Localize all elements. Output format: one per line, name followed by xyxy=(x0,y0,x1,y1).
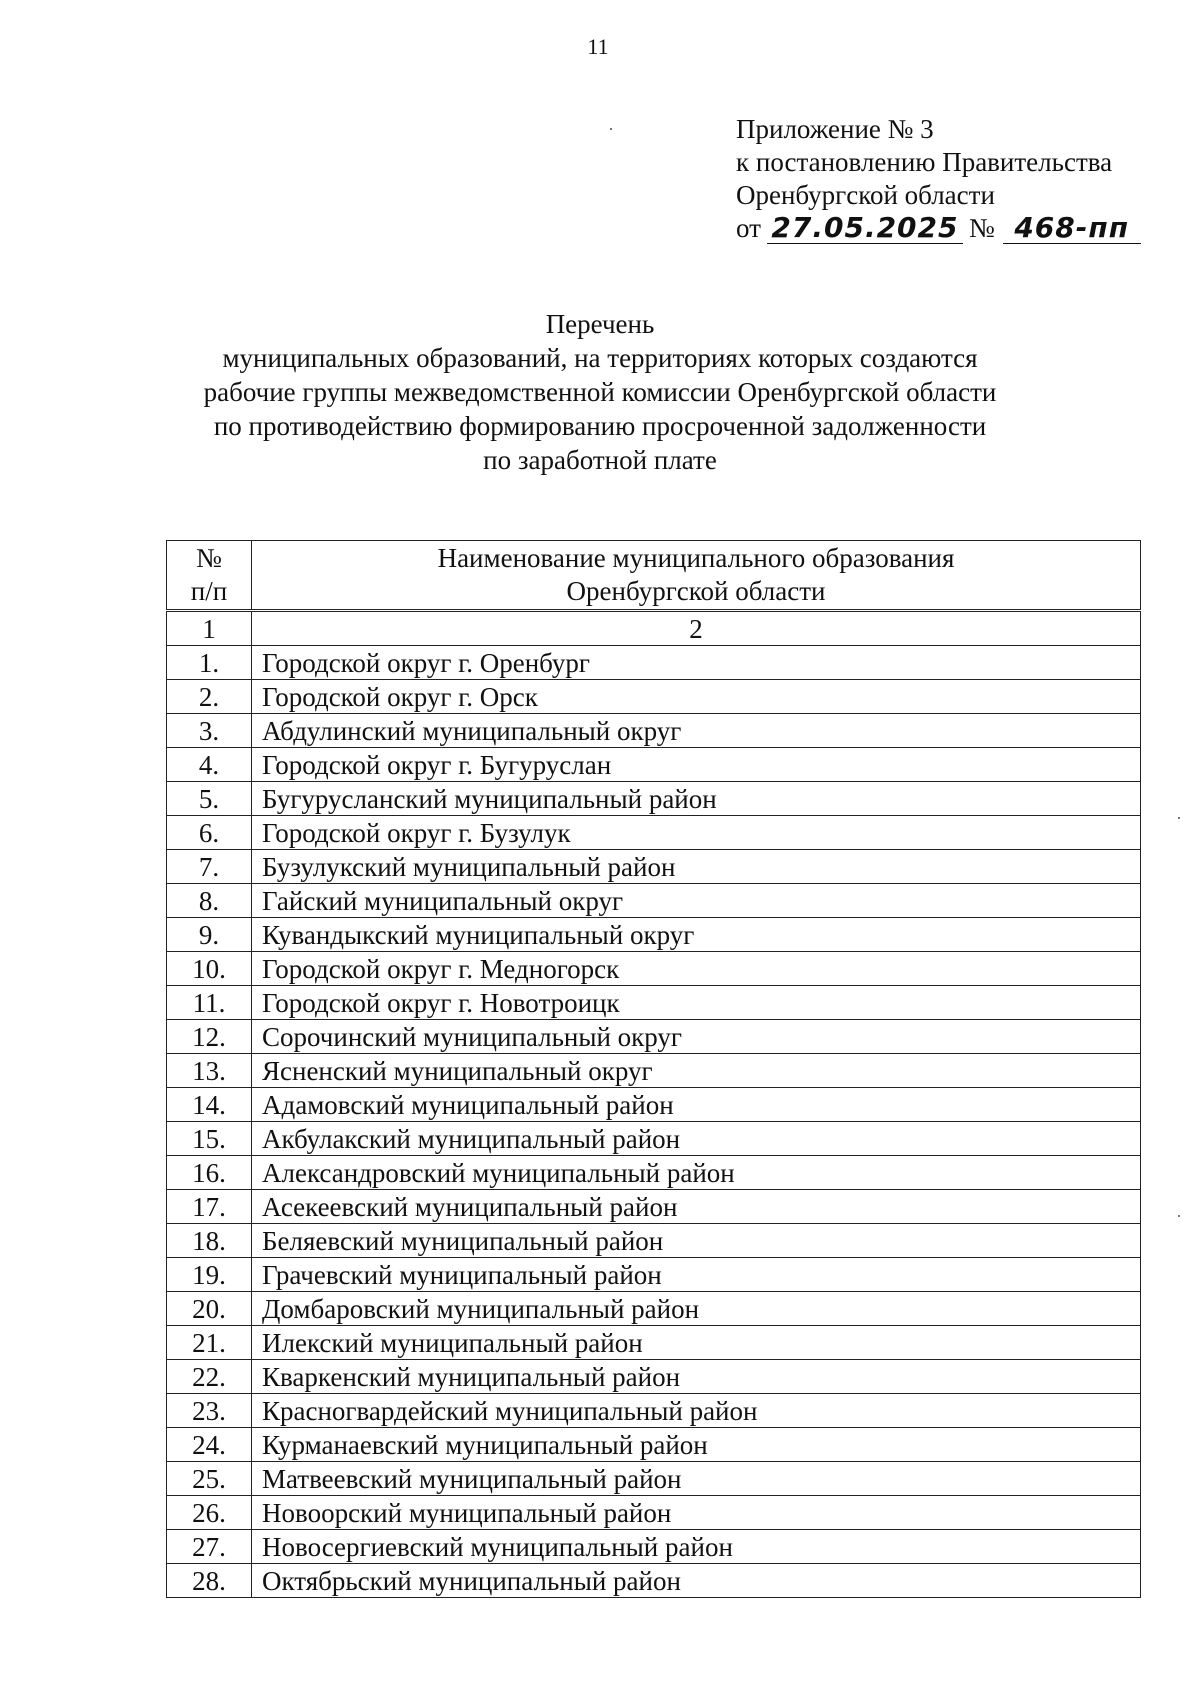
table-row xyxy=(167,1326,1141,1360)
document-title xyxy=(0,307,1200,477)
row-number: 28. xyxy=(167,1564,252,1598)
table-row xyxy=(167,1156,1141,1190)
table-row xyxy=(167,1462,1141,1496)
row-number: 19. xyxy=(167,1258,252,1292)
municipality-name: Новоорский муниципальный район xyxy=(252,1496,1141,1530)
municipality-name: Городской округ г. Орск xyxy=(252,680,1141,714)
table-row xyxy=(167,748,1141,782)
table-row xyxy=(167,714,1141,748)
municipality-name: Городской округ г. Оренбург xyxy=(252,646,1141,680)
row-number: 13. xyxy=(167,1054,252,1088)
municipality-name: Бугурусланский муниципальный район xyxy=(252,782,1141,816)
row-number: 3. xyxy=(167,714,252,748)
row-number: 5. xyxy=(167,782,252,816)
table-row xyxy=(167,952,1141,986)
municipality-name: Александровский муниципальный район xyxy=(252,1156,1141,1190)
title-line-4: по противодействию формированию просроченной задолженности xyxy=(213,411,987,441)
title-line-5: по заработной плате xyxy=(483,445,717,475)
table-row xyxy=(167,1394,1141,1428)
appendix-resolution: к постановлению Правительства xyxy=(736,147,1113,177)
municipality-name: Городской округ г. Новотроицк xyxy=(252,986,1141,1020)
row-number: 15. xyxy=(167,1122,252,1156)
table-row xyxy=(167,1224,1141,1258)
municipality-name: Сорочинский муниципальный округ xyxy=(252,1020,1141,1054)
appendix-block xyxy=(736,113,1141,245)
table-row xyxy=(167,1258,1141,1292)
row-number: 12. xyxy=(167,1020,252,1054)
table-row xyxy=(167,1530,1141,1564)
table-row xyxy=(167,816,1141,850)
column-number: 1 xyxy=(167,611,252,646)
header-name xyxy=(252,541,1141,611)
municipalities-table xyxy=(166,540,1141,1598)
table-body xyxy=(167,646,1141,1598)
table-row xyxy=(167,1122,1141,1156)
municipality-name: Городской округ г. Бугуруслан xyxy=(252,748,1141,782)
handwritten-number: 468-пп xyxy=(1003,213,1141,244)
row-number: 6. xyxy=(167,816,252,850)
table-row xyxy=(167,1360,1141,1394)
municipality-name: Красногвардейский муниципальный район xyxy=(252,1394,1141,1428)
row-number: 1. xyxy=(167,646,252,680)
header-num xyxy=(167,541,252,611)
municipality-name: Домбаровский муниципальный район xyxy=(252,1292,1141,1326)
table-row xyxy=(167,782,1141,816)
municipality-name: Кувандыкский муниципальный округ xyxy=(252,918,1141,952)
table-header-row xyxy=(167,541,1141,611)
row-number: 23. xyxy=(167,1394,252,1428)
table-row xyxy=(167,986,1141,1020)
table-row xyxy=(167,1428,1141,1462)
table-row xyxy=(167,1496,1141,1530)
row-number: 8. xyxy=(167,884,252,918)
municipality-name: Октябрьский муниципальный район xyxy=(252,1564,1141,1598)
municipality-name: Беляевский муниципальный район xyxy=(252,1224,1141,1258)
municipality-name: Ясненский муниципальный округ xyxy=(252,1054,1141,1088)
municipality-name: Кваркенский муниципальный район xyxy=(252,1360,1141,1394)
row-number: 14. xyxy=(167,1088,252,1122)
municipality-name: Городской округ г. Медногорск xyxy=(252,952,1141,986)
table-row xyxy=(167,918,1141,952)
table-row xyxy=(167,1054,1141,1088)
table-row xyxy=(167,850,1141,884)
row-number: 7. xyxy=(167,850,252,884)
row-number: 16. xyxy=(167,1156,252,1190)
table-row xyxy=(167,1088,1141,1122)
header-num-abbr: п/п xyxy=(190,576,228,606)
header-name-line-2: Оренбургской области xyxy=(566,576,826,606)
appendix-date-line xyxy=(736,212,1141,245)
table-row xyxy=(167,1190,1141,1224)
municipality-name: Акбулакский муниципальный район xyxy=(252,1122,1141,1156)
municipality-name: Новосергиевский муниципальный район xyxy=(252,1530,1141,1564)
table-row xyxy=(167,884,1141,918)
title-line-2: муниципальных образований, на территориях которых создаются xyxy=(222,343,978,373)
row-number: 22. xyxy=(167,1360,252,1394)
row-number: 4. xyxy=(167,748,252,782)
scan-speck xyxy=(1178,1215,1180,1217)
title-line-1: Перечень xyxy=(545,309,655,339)
row-number: 18. xyxy=(167,1224,252,1258)
appendix-title: Приложение № 3 xyxy=(736,114,934,144)
scan-speck xyxy=(610,128,612,130)
header-num-symbol: № xyxy=(196,543,222,573)
table-row xyxy=(167,1020,1141,1054)
title-line-3: рабочие группы межведомственной комиссии Оренбургской области xyxy=(203,377,997,407)
column-number: 2 xyxy=(252,611,1141,646)
page-number: 11 xyxy=(587,34,609,59)
handwritten-date: 27.05.2025 xyxy=(767,213,963,244)
row-number: 24. xyxy=(167,1428,252,1462)
table-row xyxy=(167,646,1141,680)
number-label: № xyxy=(968,213,995,243)
row-number: 9. xyxy=(167,918,252,952)
appendix-region: Оренбургской области xyxy=(736,180,995,210)
row-number: 10. xyxy=(167,952,252,986)
row-number: 25. xyxy=(167,1462,252,1496)
municipality-name: Асекеевский муниципальный район xyxy=(252,1190,1141,1224)
row-number: 11. xyxy=(167,986,252,1020)
scan-speck xyxy=(1178,817,1180,819)
table-row xyxy=(167,1564,1141,1598)
row-number: 21. xyxy=(167,1326,252,1360)
column-numbers-row xyxy=(167,611,1141,646)
municipality-name: Гайский муниципальный округ xyxy=(252,884,1141,918)
municipality-name: Матвеевский муниципальный район xyxy=(252,1462,1141,1496)
row-number: 17. xyxy=(167,1190,252,1224)
row-number: 20. xyxy=(167,1292,252,1326)
municipality-name: Городской округ г. Бузулук xyxy=(252,816,1141,850)
municipality-name: Адамовский муниципальный район xyxy=(252,1088,1141,1122)
table-row xyxy=(167,680,1141,714)
row-number: 27. xyxy=(167,1530,252,1564)
header-name-line-1: Наименование муниципального образования xyxy=(437,543,955,573)
row-number: 2. xyxy=(167,680,252,714)
municipality-name: Илекский муниципальный район xyxy=(252,1326,1141,1360)
row-number: 26. xyxy=(167,1496,252,1530)
municipality-name: Курманаевский муниципальный район xyxy=(252,1428,1141,1462)
municipality-name: Бузулукский муниципальный район xyxy=(252,850,1141,884)
from-label: от xyxy=(736,213,761,243)
municipality-name: Грачевский муниципальный район xyxy=(252,1258,1141,1292)
municipality-name: Абдулинский муниципальный округ xyxy=(252,714,1141,748)
table-row xyxy=(167,1292,1141,1326)
